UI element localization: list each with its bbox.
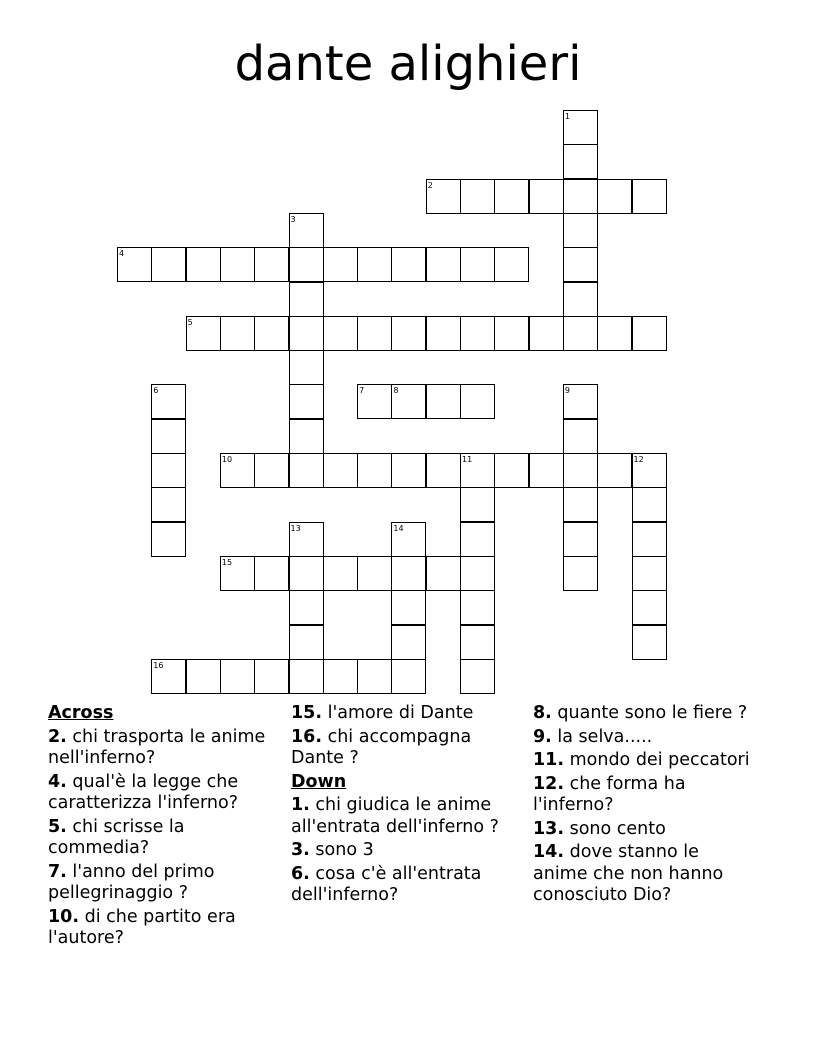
grid-cell[interactable]	[426, 384, 461, 419]
cell-number: 2	[427, 180, 433, 190]
grid-cell[interactable]	[289, 247, 324, 282]
grid-cell[interactable]	[460, 556, 495, 591]
down-heading: Down	[291, 771, 347, 792]
grid-cell[interactable]	[460, 453, 495, 488]
grid-cell[interactable]	[289, 419, 324, 454]
grid-cell[interactable]	[426, 179, 461, 214]
cell-number: 6	[153, 386, 159, 396]
grid-cell[interactable]	[494, 316, 529, 351]
grid-cell[interactable]	[220, 556, 255, 591]
grid-cell[interactable]	[494, 179, 529, 214]
grid-cell[interactable]	[391, 522, 426, 557]
clue-across-16: 16. chi accompagna Dante ?	[291, 726, 472, 768]
cell-number: 14	[393, 523, 404, 533]
cell-number: 8	[393, 386, 399, 396]
grid-cell[interactable]	[289, 556, 324, 591]
grid-cell[interactable]	[357, 316, 392, 351]
grid-cell[interactable]	[563, 110, 598, 145]
clue-across-2: 2. chi trasporta le anime nell'inferno?	[48, 726, 266, 768]
grid-cell[interactable]	[357, 659, 392, 694]
cell-number: 10	[221, 455, 233, 464]
grid-cell[interactable]	[632, 590, 667, 625]
grid-cell[interactable]	[460, 487, 495, 522]
grid-cell[interactable]	[289, 350, 324, 385]
grid-cell[interactable]	[254, 247, 289, 282]
grid-cell[interactable]	[632, 556, 667, 591]
grid-cell[interactable]	[460, 659, 495, 694]
clue-down-11: 11. mondo dei peccatori	[533, 750, 750, 770]
clue-down-3: 3. sono 3	[291, 840, 374, 860]
grid-cell[interactable]	[426, 247, 461, 282]
grid-cell[interactable]	[460, 384, 495, 419]
clues-column-3	[533, 703, 753, 909]
grid-cell[interactable]	[597, 179, 632, 214]
grid-cell[interactable]	[289, 282, 324, 317]
clue-down-8: 8. quante sono le fiere ?	[533, 703, 748, 723]
grid-cell[interactable]	[254, 556, 289, 591]
grid-cell[interactable]	[391, 659, 426, 694]
grid-cell[interactable]	[494, 247, 529, 282]
grid-cell[interactable]	[254, 316, 289, 351]
grid-cell[interactable]	[563, 419, 598, 454]
across-heading: Across	[48, 703, 114, 723]
cell-number: 7	[359, 386, 365, 396]
clues-column-1	[48, 703, 273, 952]
grid-cell[interactable]	[391, 625, 426, 660]
grid-cell[interactable]	[357, 453, 392, 488]
grid-cell[interactable]	[494, 453, 529, 488]
grid-cell[interactable]	[117, 247, 152, 282]
grid-cell[interactable]	[632, 625, 667, 660]
grid-cell[interactable]	[289, 590, 324, 625]
grid-cell[interactable]	[597, 453, 632, 488]
grid-cell[interactable]	[563, 522, 598, 557]
clue-down-1: 1. chi giudica le anime all'entrata dell'inferno ?	[291, 795, 499, 837]
grid-cell[interactable]	[186, 316, 221, 351]
grid-cell[interactable]	[529, 316, 564, 351]
cell-number: 4	[119, 249, 125, 259]
cell-number: 5	[187, 317, 193, 327]
grid-cell[interactable]	[391, 384, 426, 419]
cell-number: 15	[221, 557, 233, 567]
grid-cell[interactable]	[426, 453, 461, 488]
grid-cell[interactable]	[151, 419, 186, 454]
grid-cell[interactable]	[529, 453, 564, 488]
clue-down-12: 12. che forma ha l'inferno?	[533, 773, 686, 815]
clue-across-7: 7. l'anno del primo pellegrinaggio ?	[48, 861, 215, 903]
grid-cell[interactable]	[220, 453, 255, 488]
grid-cell[interactable]	[254, 659, 289, 694]
grid-cell[interactable]	[391, 247, 426, 282]
cell-number: 1	[564, 112, 570, 121]
grid-cell[interactable]	[632, 522, 667, 557]
grid-cell[interactable]	[357, 556, 392, 591]
grid-cell[interactable]	[563, 144, 598, 179]
grid-cell[interactable]	[563, 247, 598, 282]
clue-across-15: 15. l'amore di Dante	[291, 703, 474, 723]
grid-cell[interactable]	[460, 247, 495, 282]
grid-cell[interactable]	[220, 247, 255, 282]
clue-across-5: 5. chi scrisse la commedia?	[48, 816, 185, 858]
grid-cell[interactable]	[529, 179, 564, 214]
grid-cell[interactable]	[563, 556, 598, 591]
grid-cell[interactable]	[460, 625, 495, 660]
clue-down-14: 14. dove stanno le anime che non hanno conosciuto Dio?	[533, 842, 724, 905]
grid-cell[interactable]	[391, 556, 426, 591]
cell-number: 11	[462, 455, 473, 464]
grid-cell[interactable]	[632, 179, 667, 214]
clue-across-10: 10. di che partito era l'autore?	[48, 906, 236, 948]
cell-number: 16	[153, 660, 164, 670]
grid-cell[interactable]	[357, 384, 392, 419]
grid-cell[interactable]	[289, 384, 324, 419]
grid-cell[interactable]	[391, 453, 426, 488]
grid-cell[interactable]	[323, 316, 358, 351]
grid-cell[interactable]	[391, 316, 426, 351]
cell-number: 9	[564, 386, 570, 396]
grid-cell[interactable]	[323, 659, 358, 694]
grid-cell[interactable]	[151, 453, 186, 488]
grid-cell[interactable]	[323, 453, 358, 488]
cell-number: 3	[290, 214, 296, 224]
clue-down-13: 13. sono cento	[533, 818, 666, 839]
cell-number: 12	[633, 455, 644, 464]
grid-cell[interactable]	[220, 316, 255, 351]
puzzle-title: dante alighieri	[234, 36, 582, 92]
grid-cell[interactable]	[563, 282, 598, 317]
grid-cell[interactable]	[460, 179, 495, 214]
grid-cell[interactable]	[426, 316, 461, 351]
grid-cell[interactable]	[391, 590, 426, 625]
grid-cell[interactable]	[289, 659, 324, 694]
grid-cell[interactable]	[151, 659, 186, 694]
grid-cell[interactable]	[254, 453, 289, 488]
grid-cell[interactable]	[460, 590, 495, 625]
grid-cell[interactable]	[151, 522, 186, 557]
grid-cell[interactable]	[186, 247, 221, 282]
grid-cell[interactable]	[151, 247, 186, 282]
grid-cell[interactable]	[632, 487, 667, 522]
grid-cell[interactable]	[289, 522, 324, 557]
grid-cell[interactable]	[563, 384, 598, 419]
clues-column-2	[291, 703, 506, 909]
grid-cell[interactable]	[151, 384, 186, 419]
cell-number: 13	[290, 523, 301, 533]
clue-down-6: 6. cosa c'è all'entrata dell'inferno?	[291, 863, 482, 905]
grid-cell[interactable]	[357, 247, 392, 282]
clue-down-9: 9. la selva.....	[533, 726, 653, 747]
grid-cell[interactable]	[186, 659, 221, 694]
grid-cell[interactable]	[289, 213, 324, 248]
grid-cell[interactable]	[220, 659, 255, 694]
grid-cell[interactable]	[597, 316, 632, 351]
grid-cell[interactable]	[632, 453, 667, 488]
grid-cell[interactable]	[563, 487, 598, 522]
grid-cell[interactable]	[632, 316, 667, 351]
grid-cell[interactable]	[426, 556, 461, 591]
grid-cell[interactable]	[323, 247, 358, 282]
grid-cell[interactable]	[563, 179, 598, 214]
grid-cell[interactable]	[563, 316, 598, 351]
grid-cell[interactable]	[323, 556, 358, 591]
grid-cell[interactable]	[151, 487, 186, 522]
grid-cell[interactable]	[563, 453, 598, 488]
grid-cell[interactable]	[563, 213, 598, 248]
grid-cell[interactable]	[460, 316, 495, 351]
grid-cell[interactable]	[289, 625, 324, 660]
clue-across-4: 4. qual'è la legge che caratterizza l'inferno?	[48, 771, 239, 813]
grid-cell[interactable]	[460, 522, 495, 557]
grid-cell[interactable]	[289, 316, 324, 351]
grid-cell[interactable]	[289, 453, 324, 488]
